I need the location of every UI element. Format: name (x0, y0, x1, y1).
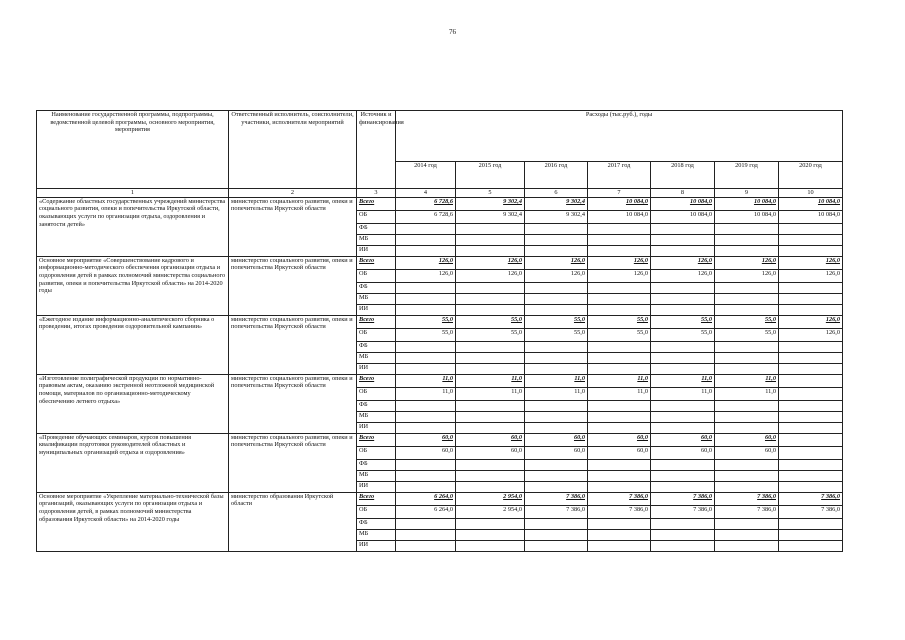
expense-value (525, 341, 588, 352)
expense-value (779, 304, 843, 315)
table-row (37, 256, 843, 269)
expense-value: 60,0 (456, 433, 525, 446)
expense-value (396, 518, 456, 529)
expense-value: 55,0 (456, 328, 525, 341)
table-row (37, 433, 843, 446)
expense-value: 126,0 (715, 256, 779, 269)
expense-value (456, 223, 525, 234)
header-source-column: Источник и финансирования (357, 111, 396, 189)
executor-name: министерство социального развития, опеки и попечительства Иркутской области (229, 197, 357, 256)
expense-value (525, 400, 588, 411)
expense-value (525, 481, 588, 492)
expense-value: 60,0 (651, 446, 715, 459)
column-number: 6 (525, 189, 588, 198)
expense-value (651, 352, 715, 363)
column-number: 7 (588, 189, 651, 198)
expense-value: 55,0 (588, 315, 651, 328)
expense-value: 55,0 (651, 315, 715, 328)
expense-value (715, 400, 779, 411)
expense-value (779, 518, 843, 529)
expense-value (525, 470, 588, 481)
expense-value (651, 223, 715, 234)
expense-value (779, 282, 843, 293)
expense-value (456, 540, 525, 551)
expense-value (456, 470, 525, 481)
expense-value (651, 400, 715, 411)
expense-value (525, 422, 588, 433)
funding-source: ФБ (357, 341, 396, 352)
expense-value (588, 234, 651, 245)
expense-value (588, 282, 651, 293)
expense-value (651, 481, 715, 492)
expense-value: 11,0 (588, 374, 651, 387)
expense-value: 10 084,0 (651, 197, 715, 210)
expense-value (779, 234, 843, 245)
expense-value (779, 540, 843, 551)
expense-value: 60,0 (588, 446, 651, 459)
expense-value (588, 400, 651, 411)
funding-source: ОБ (357, 328, 396, 341)
expense-value: 55,0 (651, 328, 715, 341)
expense-value (779, 245, 843, 256)
expense-value: 6 264,0 (396, 505, 456, 518)
expense-value (779, 341, 843, 352)
expense-value: 60,0 (715, 446, 779, 459)
expense-value: 55,0 (588, 328, 651, 341)
executor-name: министерство социального развития, опеки и попечительства Иркутской области (229, 256, 357, 315)
expense-value: 10 084,0 (715, 197, 779, 210)
expense-value: 126,0 (715, 269, 779, 282)
expense-value (456, 422, 525, 433)
header-year: 2015 год (456, 162, 525, 189)
expense-value (396, 282, 456, 293)
expense-value (396, 352, 456, 363)
expense-value: 7 386,0 (779, 492, 843, 505)
funding-source: ФБ (357, 223, 396, 234)
header-year: 2017 год (588, 162, 651, 189)
expense-value (396, 363, 456, 374)
expense-value (396, 540, 456, 551)
expense-value: 11,0 (715, 374, 779, 387)
expense-value: 7 386,0 (715, 492, 779, 505)
expense-value (651, 363, 715, 374)
expense-value: 55,0 (525, 315, 588, 328)
expense-value (651, 411, 715, 422)
expense-value (779, 387, 843, 400)
expense-value (588, 352, 651, 363)
expense-value (715, 470, 779, 481)
funding-source: МБ (357, 529, 396, 540)
expense-value: 11,0 (715, 387, 779, 400)
expense-value (715, 352, 779, 363)
expense-value (588, 304, 651, 315)
executor-name: министерство образования Иркутской области (229, 492, 357, 551)
funding-source: ОБ (357, 446, 396, 459)
column-number: 8 (651, 189, 715, 198)
expense-value: 10 084,0 (588, 210, 651, 223)
header-year: 2019 год (715, 162, 779, 189)
expense-value: 126,0 (525, 269, 588, 282)
expense-value: 7 386,0 (525, 492, 588, 505)
program-name: «Содержание областных государственных учреждений министерства социального развития, опеки и попечительства Иркутской области, оказывающих услуги по организации отдыха, оздоровления и занятости детей» (37, 197, 229, 256)
expense-value (525, 293, 588, 304)
funding-source: ФБ (357, 518, 396, 529)
expense-value: 10 084,0 (779, 210, 843, 223)
expense-value (396, 470, 456, 481)
expense-value: 60,0 (456, 446, 525, 459)
expense-value (715, 540, 779, 551)
column-number: 10 (779, 189, 843, 198)
expense-value: 55,0 (396, 328, 456, 341)
expense-value (715, 518, 779, 529)
expense-value (779, 223, 843, 234)
expense-value (456, 363, 525, 374)
expense-value (396, 304, 456, 315)
expense-value (396, 411, 456, 422)
expense-value (525, 459, 588, 470)
expense-value (396, 422, 456, 433)
funding-source: Всего (357, 492, 396, 505)
executor-name: министерство социального развития, опеки и попечительства Иркутской области (229, 433, 357, 492)
funding-source: ИИ (357, 540, 396, 551)
expense-value (779, 529, 843, 540)
expense-value (525, 529, 588, 540)
expense-value: 55,0 (456, 315, 525, 328)
expense-value: 11,0 (525, 387, 588, 400)
expense-value (715, 245, 779, 256)
expense-value (456, 400, 525, 411)
funding-source: ФБ (357, 282, 396, 293)
executor-name: министерство социального развития, опеки и попечительства Иркутской области (229, 374, 357, 433)
expense-value (779, 459, 843, 470)
expense-value: 126,0 (456, 256, 525, 269)
expense-value: 126,0 (779, 328, 843, 341)
expense-value (779, 411, 843, 422)
funding-source: МБ (357, 352, 396, 363)
expense-value (396, 341, 456, 352)
table-row (37, 492, 843, 505)
expense-value (396, 400, 456, 411)
executor-name: министерство социального развития, опеки и попечительства Иркутской области (229, 315, 357, 374)
expense-value (396, 223, 456, 234)
expense-value: 7 386,0 (651, 505, 715, 518)
expense-value (651, 540, 715, 551)
expense-value (396, 293, 456, 304)
expense-value (456, 341, 525, 352)
header-expenses: Расходы (тыс.руб.), годы (396, 111, 843, 162)
column-number: 2 (229, 189, 357, 198)
expense-value (588, 293, 651, 304)
expense-value: 10 084,0 (651, 210, 715, 223)
funding-source: Всего (357, 256, 396, 269)
funding-source: Всего (357, 433, 396, 446)
expense-value: 9 302,4 (525, 197, 588, 210)
expense-value: 11,0 (456, 374, 525, 387)
funding-source: ИИ (357, 245, 396, 256)
program-name: «Проведение обучающих семинаров, курсов повышения квалификации подготовки руководителей областных и муниципальных организаций отдыха и оздоровления» (37, 433, 229, 492)
expense-value (456, 529, 525, 540)
expense-value: 60,0 (396, 433, 456, 446)
expense-value (651, 293, 715, 304)
expense-value (456, 282, 525, 293)
expense-value (651, 470, 715, 481)
expense-value (588, 540, 651, 551)
expense-value (779, 374, 843, 387)
expense-value (715, 341, 779, 352)
expense-value: 126,0 (779, 315, 843, 328)
expense-value (715, 304, 779, 315)
expense-value: 55,0 (715, 315, 779, 328)
expense-value (456, 293, 525, 304)
header-year: 2014 год (396, 162, 456, 189)
expense-value (396, 481, 456, 492)
expense-value: 7 386,0 (779, 505, 843, 518)
expense-value (396, 234, 456, 245)
budget-table (36, 110, 843, 552)
expense-value: 6 728,6 (396, 197, 456, 210)
expense-value (525, 234, 588, 245)
expense-value (525, 352, 588, 363)
funding-source: ИИ (357, 481, 396, 492)
expense-value: 126,0 (779, 269, 843, 282)
expense-value: 7 386,0 (588, 492, 651, 505)
expense-value: 60,0 (525, 446, 588, 459)
expense-value: 11,0 (651, 374, 715, 387)
expense-value: 6 264,0 (396, 492, 456, 505)
expense-value (588, 223, 651, 234)
table-row (37, 197, 843, 210)
expense-value (456, 352, 525, 363)
expense-value (456, 459, 525, 470)
expense-value: 7 386,0 (651, 492, 715, 505)
budget-sheet (36, 110, 843, 552)
funding-source: ФБ (357, 400, 396, 411)
funding-source: ОБ (357, 387, 396, 400)
expense-value: 11,0 (456, 387, 525, 400)
expense-value (715, 282, 779, 293)
page-number: 76 (449, 28, 456, 36)
expense-value: 126,0 (588, 256, 651, 269)
expense-value: 9 302,4 (525, 210, 588, 223)
program-name: Основное мероприятие «Совершенствование кадрового и информационно-методического обеспечения организации отдыха и оздоровления детей в рамках полномочий министерства социального развития, опеки и попечительства Иркутской области» на 2014-2020 годы (37, 256, 229, 315)
expense-value (588, 341, 651, 352)
expense-value (651, 304, 715, 315)
expense-value: 6 728,6 (396, 210, 456, 223)
header-executor-column: Ответственный исполнитель, соисполнители, участники, исполнители мероприятий (229, 111, 357, 189)
expense-value (651, 282, 715, 293)
funding-source: ИИ (357, 363, 396, 374)
expense-value: 11,0 (651, 387, 715, 400)
expense-value (651, 234, 715, 245)
header-year: 2020 год (779, 162, 843, 189)
expense-value (779, 400, 843, 411)
program-name: Основное мероприятие «Укрепление материально-технической базы организаций, оказывающих услуги по организации отдыха и оздоровления детей, в рамках полномочий министерства образования Иркутской области» на 2014-2020 годы (37, 492, 229, 551)
table-row (37, 374, 843, 387)
expense-value (396, 459, 456, 470)
expense-value (525, 363, 588, 374)
expense-value (525, 540, 588, 551)
expense-value (715, 411, 779, 422)
expense-value (651, 459, 715, 470)
expense-value: 10 084,0 (588, 197, 651, 210)
expense-value: 2 954,0 (456, 492, 525, 505)
expense-value (651, 422, 715, 433)
expense-value: 9 302,4 (456, 210, 525, 223)
expense-value: 126,0 (456, 269, 525, 282)
expense-value (779, 481, 843, 492)
expense-value (779, 352, 843, 363)
expense-value (779, 422, 843, 433)
expense-value (779, 293, 843, 304)
funding-source: ФБ (357, 459, 396, 470)
expense-value (715, 422, 779, 433)
expense-value: 126,0 (396, 269, 456, 282)
column-number: 5 (456, 189, 525, 198)
expense-value (456, 245, 525, 256)
expense-value: 126,0 (396, 256, 456, 269)
expense-value: 11,0 (396, 387, 456, 400)
expense-value: 10 084,0 (715, 210, 779, 223)
expense-value: 10 084,0 (779, 197, 843, 210)
expense-value (588, 529, 651, 540)
funding-source: Всего (357, 315, 396, 328)
funding-source: МБ (357, 234, 396, 245)
expense-value: 9 302,4 (456, 197, 525, 210)
column-number: 4 (396, 189, 456, 198)
expense-value (396, 245, 456, 256)
expense-value (715, 293, 779, 304)
expense-value (525, 223, 588, 234)
expense-value (456, 481, 525, 492)
expense-value: 60,0 (715, 433, 779, 446)
expense-value (779, 446, 843, 459)
expense-value (588, 459, 651, 470)
expense-value (456, 234, 525, 245)
expense-value (651, 529, 715, 540)
funding-source: МБ (357, 470, 396, 481)
expense-value (525, 282, 588, 293)
funding-source: ОБ (357, 210, 396, 223)
funding-source: ОБ (357, 269, 396, 282)
expense-value (525, 518, 588, 529)
funding-source: Всего (357, 197, 396, 210)
expense-value (456, 304, 525, 315)
expense-value (588, 245, 651, 256)
expense-value: 11,0 (396, 374, 456, 387)
funding-source: ИИ (357, 422, 396, 433)
column-number: 3 (357, 189, 396, 198)
expense-value: 2 954,0 (456, 505, 525, 518)
expense-value: 7 386,0 (715, 505, 779, 518)
expense-value (588, 422, 651, 433)
funding-source: МБ (357, 293, 396, 304)
expense-value: 55,0 (396, 315, 456, 328)
expense-value: 126,0 (779, 256, 843, 269)
funding-source: ОБ (357, 505, 396, 518)
expense-value: 126,0 (651, 256, 715, 269)
program-name: «Ежегодное издание информационно-аналитического сборника о проведении, итогах проведения оздоровительной кампании» (37, 315, 229, 374)
expense-value (588, 481, 651, 492)
expense-value: 126,0 (588, 269, 651, 282)
expense-value (779, 470, 843, 481)
expense-value: 60,0 (525, 433, 588, 446)
header-name-column: Наименование государственной программы, подпрограммы, ведомственной целевой программы, основного мероприятия, мероприятия (37, 111, 229, 189)
expense-value (588, 363, 651, 374)
table-row (37, 315, 843, 328)
expense-value (588, 411, 651, 422)
expense-value (525, 304, 588, 315)
expense-value: 11,0 (525, 374, 588, 387)
expense-value (525, 411, 588, 422)
expense-value (715, 223, 779, 234)
expense-value (715, 481, 779, 492)
expense-value (715, 234, 779, 245)
funding-source: МБ (357, 411, 396, 422)
expense-value: 55,0 (715, 328, 779, 341)
expense-value (651, 245, 715, 256)
expense-value: 11,0 (588, 387, 651, 400)
column-number: 1 (37, 189, 229, 198)
expense-value (715, 363, 779, 374)
expense-value: 7 386,0 (525, 505, 588, 518)
column-number: 9 (715, 189, 779, 198)
header-year: 2018 год (651, 162, 715, 189)
header-year: 2016 год (525, 162, 588, 189)
expense-value: 60,0 (396, 446, 456, 459)
expense-value: 55,0 (525, 328, 588, 341)
expense-value (779, 433, 843, 446)
expense-value (779, 363, 843, 374)
expense-value: 126,0 (525, 256, 588, 269)
expense-value (715, 529, 779, 540)
expense-value: 7 386,0 (588, 505, 651, 518)
expense-value (651, 518, 715, 529)
expense-value (456, 518, 525, 529)
expense-value: 60,0 (651, 433, 715, 446)
funding-source: Всего (357, 374, 396, 387)
expense-value (651, 341, 715, 352)
program-name: «Изготовление полиграфической продукции по нормативно-правовым актам, оказанию экстренной неотложной медицинской помощи, материалов по организационно-методическому обеспечению летнего отдыха» (37, 374, 229, 433)
funding-source: ИИ (357, 304, 396, 315)
expense-value (456, 411, 525, 422)
expense-value (588, 518, 651, 529)
expense-value: 126,0 (651, 269, 715, 282)
expense-value: 60,0 (588, 433, 651, 446)
expense-value (715, 459, 779, 470)
expense-value (588, 470, 651, 481)
expense-value (396, 529, 456, 540)
expense-value (525, 245, 588, 256)
